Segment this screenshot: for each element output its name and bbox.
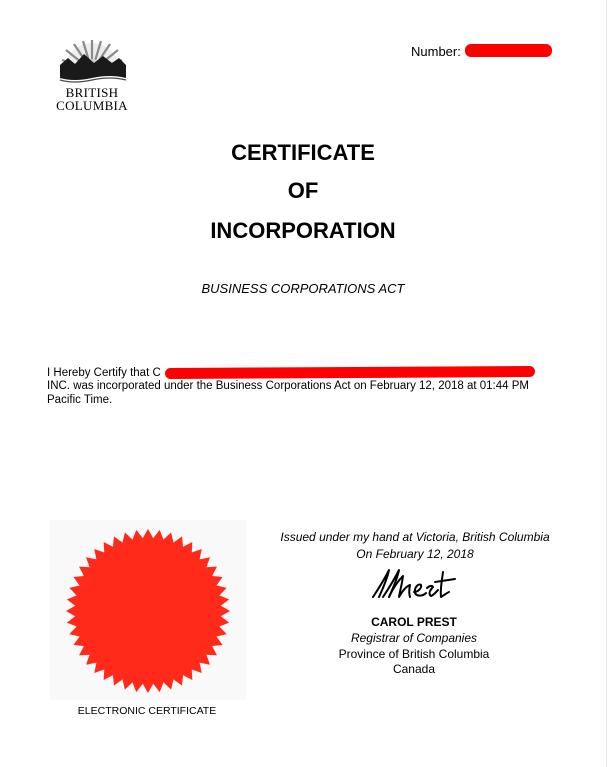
logo-text-line2: COLUMBIA (56, 98, 128, 113)
registrar-province: Province of British Columbia (338, 647, 490, 661)
company-name-redaction (165, 366, 535, 379)
number-label: Number: (411, 44, 461, 59)
bc-logo (48, 38, 136, 116)
registrar-signature (369, 566, 459, 602)
act-name: BUSINESS CORPORATIONS ACT (201, 281, 405, 296)
certify-line1: I Hereby Certify that C (47, 367, 161, 379)
sun-mountain-icon (48, 38, 136, 86)
issued-line2: On February 12, 2018 (356, 547, 474, 561)
title-line1: CERTIFICATE (231, 140, 375, 165)
registrar-country: Canada (392, 662, 436, 676)
registrar-name: CAROL PREST (371, 615, 457, 629)
issued-line1: Issued under my hand at Victoria, British Columbia (280, 530, 550, 544)
number-redaction (465, 44, 552, 57)
electronic-certificate-label: ELECTRONIC CERTIFICATE (77, 705, 217, 717)
title-line2: OF (287, 178, 319, 203)
logo-text-line1: BRITISH (65, 85, 119, 100)
seal-area (50, 520, 246, 700)
certify-line3: Pacific Time. (47, 394, 113, 406)
title-line3: INCORPORATION (210, 218, 396, 243)
certify-line2: INC. was incorporated under the Business Corporations Act on February 12, 2018 at 01:44 PM (47, 380, 529, 392)
registrar-title: Registrar of Companies (350, 631, 478, 645)
seal-icon (57, 528, 239, 694)
